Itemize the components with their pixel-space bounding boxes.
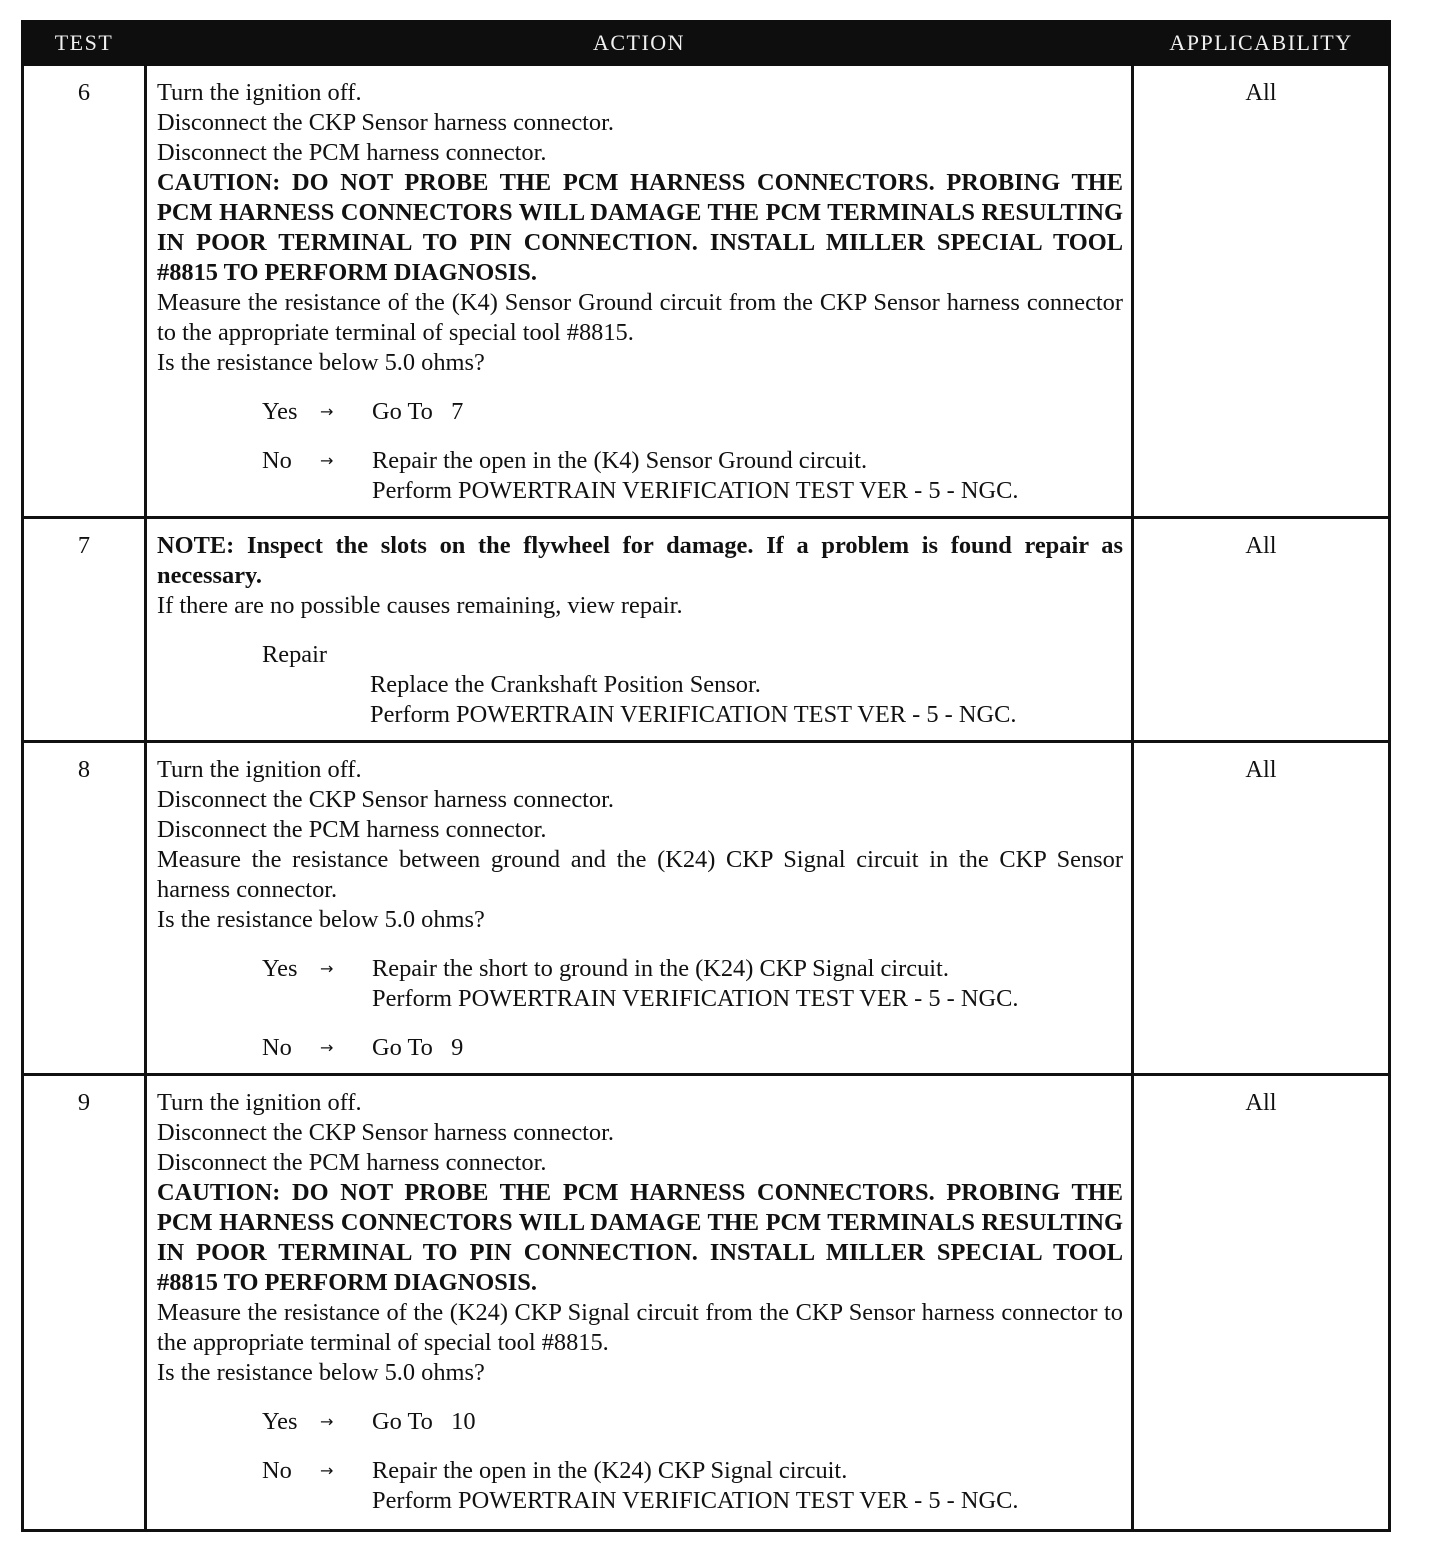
arrow-icon: →: [320, 402, 334, 421]
yes-text: [372, 954, 1018, 1014]
no-outcome: [262, 1456, 1123, 1516]
action-cell: [146, 1075, 1133, 1531]
applicability-value: All: [1133, 1075, 1390, 1531]
header-action: ACTION: [146, 22, 1133, 65]
action-cell: [146, 742, 1133, 1075]
step-line: Disconnect the CKP Sensor harness connector.: [157, 786, 615, 813]
applicability-value: All: [1133, 742, 1390, 1075]
step-line: Disconnect the CKP Sensor harness connector.: [157, 109, 615, 136]
yes-text-line: Go To 7: [372, 398, 464, 425]
arrow-icon: →: [320, 1038, 334, 1057]
test-number: 6: [23, 65, 146, 518]
arrow-icon: →: [320, 1412, 334, 1431]
yes-label: Yes: [262, 955, 298, 982]
applicability-value: All: [1133, 518, 1390, 742]
note-text: NOTE: Inspect the slots on the flywheel for damage. If a problem is found repair as necessary.: [157, 532, 1123, 589]
yes-label: Yes: [262, 398, 298, 425]
question-text: Is the resistance below 5.0 ohms?: [157, 349, 485, 376]
no-text-line: Go To 9: [372, 1034, 464, 1061]
step-line: Disconnect the CKP Sensor harness connector.: [157, 1119, 615, 1146]
header-test: TEST: [23, 22, 146, 65]
repair-outcome: [262, 640, 1123, 730]
table-row: [23, 518, 1390, 742]
arrow-icon: →: [320, 1461, 334, 1480]
yes-text-line: Go To 10: [372, 1408, 476, 1435]
step-line: Turn the ignition off.: [157, 756, 362, 783]
table-row: [23, 65, 1390, 518]
step-line: Turn the ignition off.: [157, 1089, 362, 1116]
arrow-icon: →: [320, 959, 334, 978]
step-line: Disconnect the PCM harness connector.: [157, 816, 547, 843]
test-number: 7: [23, 518, 146, 742]
no-text: [372, 1033, 463, 1063]
yes-outcome: [262, 954, 1123, 1014]
no-label: No: [262, 1457, 292, 1484]
caution-text: CAUTION: DO NOT PROBE THE PCM HARNESS CONNECTORS. PROBING THE PCM HARNESS CONNECTORS WILL DAMAGE THE PCM TERMINALS RESULTING IN POOR TERMINAL TO PIN CONNECTION. INSTALL MILLER SPECIAL TOOL #8815 TO PERFORM DIAGNOSIS.: [157, 1179, 1123, 1296]
question-text: Is the resistance below 5.0 ohms?: [157, 1359, 485, 1386]
no-text-line: Repair the open in the (K4) Sensor Ground circuit.: [372, 447, 868, 474]
yes-label: Yes: [262, 1408, 298, 1435]
step-line: If there are no possible causes remaining, view repair.: [157, 592, 683, 619]
table-row: [23, 1075, 1390, 1531]
table-row: [23, 742, 1390, 1075]
measure-text: Measure the resistance of the (K4) Sensor Ground circuit from the CKP Sensor harness connector to the appropriate terminal of special tool #8815.: [157, 289, 1123, 346]
yes-text: [372, 397, 463, 427]
no-text: [372, 446, 1018, 506]
no-label: No: [262, 447, 292, 474]
repair-text-line: Perform POWERTRAIN VERIFICATION TEST VER - 5 - NGC.: [370, 701, 1017, 728]
step-line: Turn the ignition off.: [157, 79, 362, 106]
yes-text-line: Repair the short to ground in the (K24) CKP Signal circuit.: [372, 955, 949, 982]
header-applicability: APPLICABILITY: [1133, 22, 1390, 65]
no-outcome: [262, 446, 1123, 506]
arrow-icon: →: [320, 451, 334, 470]
no-outcome: [262, 1033, 1123, 1063]
yes-outcome: [262, 1407, 1123, 1437]
measure-text: Measure the resistance between ground and the (K24) CKP Signal circuit in the CKP Sensor harness connector.: [157, 846, 1123, 903]
measure-text: Measure the resistance of the (K24) CKP Signal circuit from the CKP Sensor harness connector to the appropriate terminal of special tool #8815.: [157, 1299, 1123, 1356]
diagnostic-test-table: [21, 20, 1391, 1532]
caution-text: CAUTION: DO NOT PROBE THE PCM HARNESS CONNECTORS. PROBING THE PCM HARNESS CONNECTORS WILL DAMAGE THE PCM TERMINALS RESULTING IN POOR TERMINAL TO PIN CONNECTION. INSTALL MILLER SPECIAL TOOL #8815 TO PERFORM DIAGNOSIS.: [157, 169, 1123, 286]
yes-text-line: Perform POWERTRAIN VERIFICATION TEST VER - 5 - NGC.: [372, 985, 1019, 1012]
repair-text: [370, 670, 1123, 730]
no-text: [372, 1456, 1018, 1516]
repair-text-line: Replace the Crankshaft Position Sensor.: [370, 671, 761, 698]
action-cell: [146, 518, 1133, 742]
yes-outcome: [262, 397, 1123, 427]
no-text-line: Repair the open in the (K24) CKP Signal circuit.: [372, 1457, 848, 1484]
question-text: Is the resistance below 5.0 ohms?: [157, 906, 485, 933]
no-text-line: Perform POWERTRAIN VERIFICATION TEST VER - 5 - NGC.: [372, 477, 1019, 504]
test-number: 8: [23, 742, 146, 1075]
yes-text: [372, 1407, 476, 1437]
step-line: Disconnect the PCM harness connector.: [157, 139, 547, 166]
no-label: No: [262, 1034, 292, 1061]
step-line: Disconnect the PCM harness connector.: [157, 1149, 547, 1176]
no-text-line: Perform POWERTRAIN VERIFICATION TEST VER - 5 - NGC.: [372, 1487, 1019, 1514]
test-number: 9: [23, 1075, 146, 1531]
action-cell: [146, 65, 1133, 518]
applicability-value: All: [1133, 65, 1390, 518]
table-header-row: [23, 22, 1390, 65]
repair-label: Repair: [262, 641, 328, 668]
